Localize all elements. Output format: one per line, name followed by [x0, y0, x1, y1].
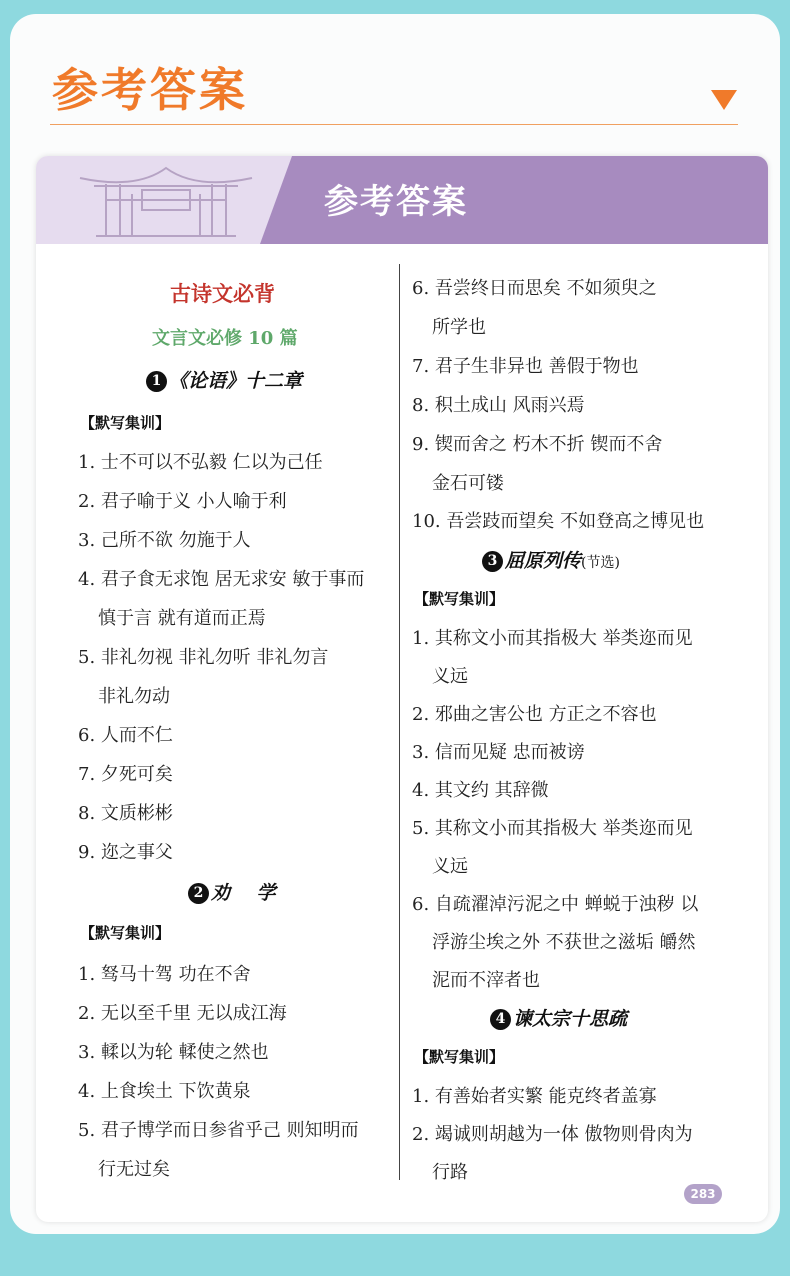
- list-item: 1. 驽马十驾 功在不舍: [78, 964, 251, 985]
- list-item: 2. 无以至千里 无以成江海: [78, 1003, 287, 1024]
- section-title: 古诗文必背: [170, 281, 275, 306]
- page-number: 283: [684, 1184, 722, 1204]
- page-card: [10, 14, 780, 1234]
- list-item: 4. 其文约 其辞微: [412, 780, 549, 801]
- list-item: 10. 吾尝跂而望矣 不如登高之博见也: [412, 511, 705, 532]
- pavilion-gate-icon: [76, 160, 256, 240]
- chapter-4-number: 4: [490, 1009, 511, 1030]
- chapter-1-number: 1: [146, 371, 167, 392]
- list-item: 3. 輮以为轮 輮使之然也: [78, 1042, 269, 1063]
- list-item: 行路: [432, 1162, 468, 1183]
- list-item: 9. 锲而舍之 朽木不折 锲而不舍: [412, 434, 663, 455]
- list-item: 1. 其称文小而其指极大 举类迩而见: [412, 628, 693, 649]
- list-item: 2. 君子喻于义 小人喻于利: [78, 491, 287, 512]
- list-item: 1. 有善始者实繁 能克终者盖寡: [412, 1086, 657, 1107]
- chapter-2-number: 2: [188, 883, 209, 904]
- list-item: 6. 人而不仁: [78, 725, 173, 746]
- list-item: 2. 竭诚则胡越为一体 傲物则骨肉为: [412, 1124, 693, 1145]
- list-item: 2. 邪曲之害公也 方正之不容也: [412, 704, 657, 725]
- list-item: 8. 文质彬彬: [78, 803, 173, 824]
- list-item: 4. 上食埃土 下饮黄泉: [78, 1081, 251, 1102]
- list-item: 5. 其称文小而其指极大 举类迩而见: [412, 818, 693, 839]
- list-item: 所学也: [432, 317, 486, 338]
- list-item: 6. 自疏濯淖污泥之中 蝉蜕于浊秽 以: [412, 894, 699, 915]
- header-divider: [50, 124, 738, 125]
- chapter-4-title: 谏太宗十思疏: [513, 1008, 628, 1030]
- list-item: 9. 迩之事父: [78, 842, 173, 863]
- chapter-3-heading: [482, 546, 620, 573]
- list-item: 金石可镂: [432, 473, 504, 494]
- list-item: 5. 非礼勿视 非礼勿听 非礼勿言: [78, 647, 329, 668]
- list-item: 3. 己所不欲 勿施于人: [78, 530, 251, 551]
- list-item: 7. 夕死可矣: [78, 764, 173, 785]
- list-item: 非礼勿动: [98, 686, 170, 707]
- chapter-3-note: (节选): [581, 555, 620, 571]
- chapter-4-tag: 【默写集训】: [414, 1048, 505, 1066]
- chapter-3-title: 屈原列传: [505, 550, 582, 572]
- chapter-4-heading: [490, 1004, 627, 1031]
- list-item: 浮游尘埃之外 不获世之滋垢 皭然: [432, 932, 696, 953]
- chapter-1-heading: [146, 366, 302, 393]
- chapter-3-number: 3: [482, 551, 503, 572]
- list-item: 义远: [432, 666, 468, 687]
- answer-page: [36, 156, 768, 1222]
- chapter-1-tag: 【默写集训】: [80, 414, 171, 432]
- list-item: 泥而不滓者也: [432, 970, 540, 991]
- chapter-2-tag: 【默写集训】: [80, 924, 171, 942]
- column-divider: [399, 264, 400, 1180]
- list-item: 7. 君子生非异也 善假于物也: [412, 356, 639, 377]
- header-title: 参考答案: [52, 63, 248, 117]
- chapter-2-heading: [188, 878, 275, 905]
- list-item: 4. 君子食无求饱 居无求安 敏于事而: [78, 569, 365, 590]
- list-item: 行无过矣: [98, 1159, 170, 1180]
- banner-title: 参考答案: [324, 182, 468, 222]
- list-item: 慎于言 就有道而正焉: [98, 608, 266, 629]
- list-item: 8. 积土成山 风雨兴焉: [412, 395, 585, 416]
- triangle-down-icon: [711, 90, 737, 110]
- list-item: 3. 信而见疑 忠而被谤: [412, 742, 585, 763]
- list-item: 义远: [432, 856, 468, 877]
- chapter-3-tag: 【默写集训】: [414, 590, 505, 608]
- list-item: 5. 君子博学而日参省乎己 则知明而: [78, 1120, 359, 1141]
- chapter-1-title: 《论语》十二章: [169, 370, 303, 392]
- list-item: 1. 士不可以不弘毅 仁以为己任: [78, 452, 323, 473]
- list-item: 6. 吾尝终日而思矣 不如须臾之: [412, 278, 657, 299]
- section-subtitle: 文言文必修 10 篇: [152, 328, 298, 349]
- chapter-2-title: 劝 学: [211, 882, 276, 904]
